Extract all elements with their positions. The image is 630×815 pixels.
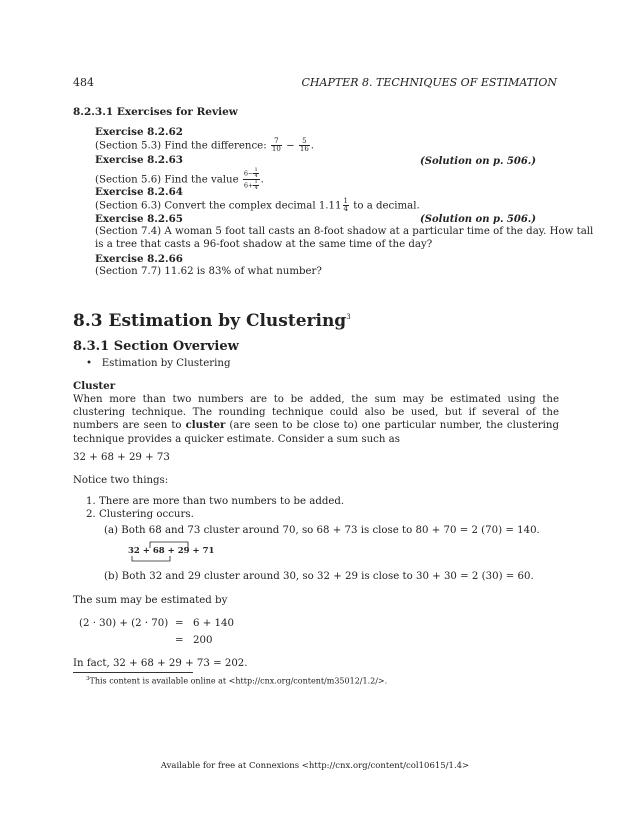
equation-right: 200	[193, 635, 213, 646]
fraction: $\frac{1}{4}$	[343, 197, 348, 213]
equation-right: 6 + 140	[193, 618, 234, 629]
exercise-title: Exercise 8.2.66	[95, 253, 183, 265]
section-title: 8.3 Estimation by Clustering$^3$	[73, 311, 351, 331]
fact-text: In fact, 32 + 68 + 29 + 73 = 202.	[73, 658, 248, 669]
review-heading: 8.2.3.1 Exercises for Review	[73, 106, 238, 118]
equation-sign: =	[175, 618, 184, 629]
solution-link[interactable]: (Solution on p. 506.)	[420, 214, 536, 225]
diagram-expression: 32 + 68 + 29 + 71	[128, 546, 215, 556]
equation-left: (2 · 30) + (2 · 70)	[79, 618, 169, 629]
exercise-title: Exercise 8.2.62	[95, 126, 183, 138]
solution-link[interactable]: (Solution on p. 506.)	[420, 156, 536, 167]
footnote-rule	[73, 672, 193, 673]
page-number: 484	[73, 76, 94, 89]
cluster-paragraph: When more than two numbers are to be added, the sum may be estimated using the clustering technique. The rounding technique could also be used, but if several of the numbers are seen to cluster (are seen to be close to) one particular number, the clustering technique provides a quicker estimate. Consider a sum such as	[73, 394, 559, 445]
page-footer: Available for free at Connexions <http://cnx.org/content/col10615/1.4>	[160, 761, 470, 771]
exercise-title: Exercise 8.2.63	[95, 154, 183, 166]
footnote-marker[interactable]: 3	[346, 313, 351, 321]
overview-bullet: • Estimation by Clustering	[86, 358, 231, 369]
equation-sign: =	[175, 635, 184, 646]
chapter-header: CHAPTER 8. TECHNIQUES OF ESTIMATION	[301, 76, 557, 89]
bullet-icon: •	[86, 358, 93, 369]
cluster-heading: Cluster	[73, 380, 116, 392]
exercise-text: (Section 5.3) Find the difference: $\frac{7}{10}$ − $\frac{5}{16}$ .	[95, 137, 315, 153]
exercise-text: is a tree that casts a 96-foot shadow at the same time of the day?	[95, 239, 433, 250]
bottom-bracket	[132, 556, 170, 561]
sublist-item: (a) Both 68 and 73 cluster around 70, so 68 + 73 is close to 80 + 70 = 2 (70) = 140.	[104, 525, 540, 536]
fraction: $\frac{7}{10}$	[271, 137, 281, 153]
exercise-text: (Section 7.7) 11.62 is 83% of what number?	[95, 266, 322, 277]
exercise-text: (Section 5.6) Find the value 6− $\frac{1}{4}$ 6+ $\frac{1}{4}$ .	[95, 167, 264, 191]
sum-expression: 32 + 68 + 29 + 73	[73, 452, 170, 463]
exercise-text: (Section 7.4) A woman 5 foot tall casts an 8-foot shadow at a particular time of the day. How tall	[95, 226, 594, 237]
estimated-text: The sum may be estimated by	[73, 595, 228, 606]
footnote: $^3$This content is available online at <http://cnx.org/content/m35012/1.2/>.	[86, 676, 388, 686]
notice-text: Notice two things:	[73, 475, 169, 486]
overview-heading: 8.3.1 Section Overview	[73, 339, 239, 354]
complex-fraction: 6− $\frac{1}{4}$ 6+ $\frac{1}{4}$	[243, 167, 258, 191]
exercise-text: (Section 6.3) Convert the complex decimal 1.11 $\frac{1}{4}$ to a decimal.	[95, 197, 420, 213]
list-item: 1. There are more than two numbers to be added.	[86, 496, 345, 507]
fraction: $\frac{5}{16}$	[299, 137, 309, 153]
list-item: 2. Clustering occurs.	[86, 509, 194, 520]
exercise-title: Exercise 8.2.65	[95, 213, 183, 225]
sublist-item: (b) Both 32 and 29 cluster around 30, so 32 + 29 is close to 30 + 30 = 2 (30) = 60.	[104, 571, 534, 582]
exercise-title: Exercise 8.2.64	[95, 186, 183, 198]
